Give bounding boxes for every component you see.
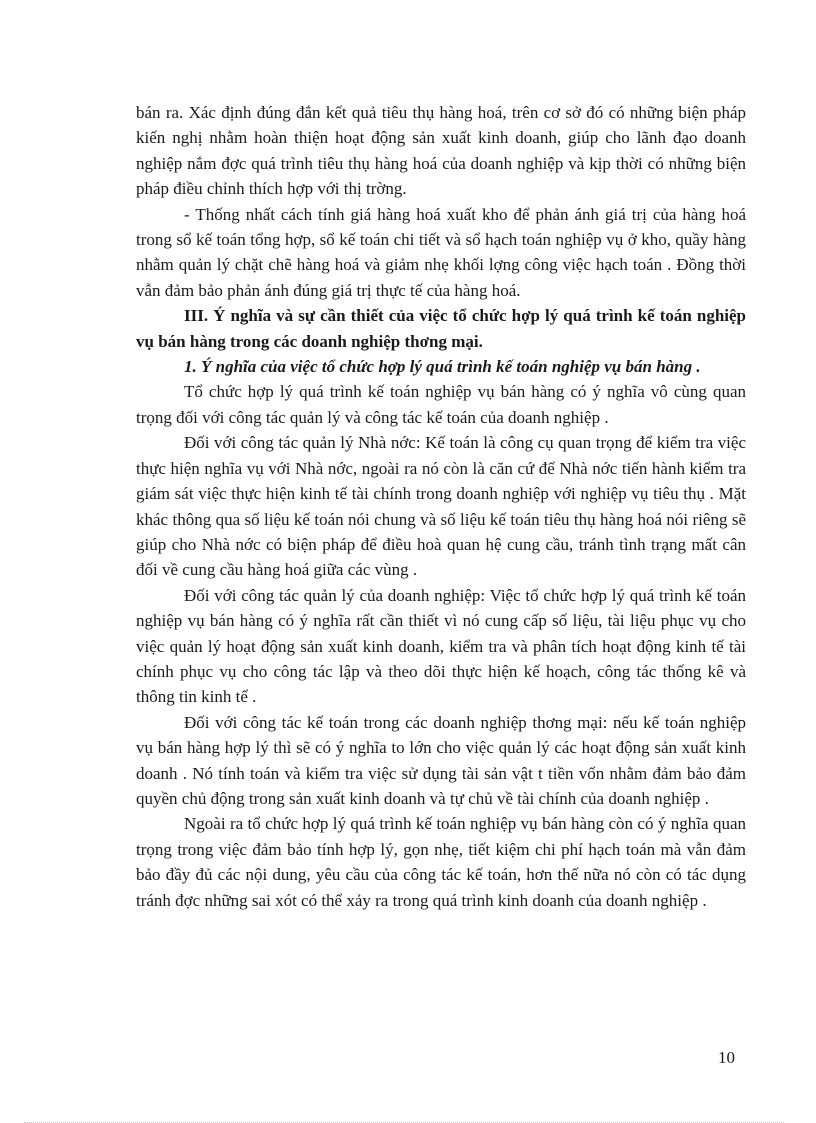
paragraph-additional-benefits: Ngoài ra tổ chức hợp lý quá trình kế toán nghiệp vụ bán hàng còn có ý nghĩa quan trọng trong việc đảm bảo tính hợp lý, gọn nhẹ, tiết kiệm chi phí hạch toán mà vẫn đảm bảo đầy đủ các nội dung, yêu cầu của công tác kế toán, hơn thế nữa nó còn có tác dụng tránh đợc những sai xót có thể xảy ra trong quá trình kinh doanh của doanh nghiệp . — [136, 814, 746, 910]
paragraph-accounting-work: Đối với công tác kế toán trong các doanh nghiệp thơng mại: nếu kế toán nghiệp vụ bán hàng hợp lý thì sẽ có ý nghĩa to lớn cho việc quản lý các hoạt động sản xuất kinh doanh . Nó tính toán và kiểm tra việc sử dụng tài sản vật t tiền vốn nhằm đảm bảo đảm quyền chủ động trong sản xuất kinh doanh và tự chủ về tài chính của doanh nghiệp . — [136, 712, 746, 808]
document-body — [136, 100, 746, 913]
paragraph-price-method: - Thống nhất cách tính giá hàng hoá xuất kho để phản ánh giá trị của hàng hoá trong sổ kế toán tổng hợp, sổ kế toán chi tiết và sổ hạch toán nghiệp vụ ở kho, quầy hàng nhằm quản lý chặt chẽ hàng hoá và giảm nhẹ khối lợng công việc hạch toán . Đồng thời vẫn đảm bảo phản ánh đúng giá trị thực tế của hàng hoá. — [136, 204, 746, 300]
paragraph-continuation: bán ra. Xác định đúng đắn kết quả tiêu thụ hàng hoá, trên cơ sở đó có những biện pháp kiến nghị nhằm hoàn thiện hoạt động sản xuất kinh doanh, giúp cho lãnh đạo doanh nghiệp nắm đợc quá trình tiêu thụ hàng hoá của doanh nghiệp và kịp thời có những biện pháp điều chỉnh thích hợp với thị trờng. — [136, 103, 746, 199]
paragraph-significance: Tổ chức hợp lý quá trình kế toán nghiệp vụ bán hàng có ý nghĩa vô cùng quan trọng đối với công tác quản lý và công tác kế toán của doanh nghiệp . — [136, 382, 746, 427]
page-number: 10 — [718, 1048, 735, 1067]
paragraph-enterprise-management: Đối với công tác quản lý của doanh nghiệp: Việc tổ chức hợp lý quá trình kế toán nghiệp vụ bán hàng có ý nghĩa rất cần thiết vì nó cung cấp số liệu, tài liệu phục vụ cho việc quản lý hoạt động sản xuất kinh doanh, kiểm tra và phân tích hoạt động kinh tế tài chính phục vụ cho công tác lập và theo dõi thực hiện kế hoạch, công tác thống kê và thông tin kinh tế . — [136, 585, 746, 707]
section-heading-iii: III. Ý nghĩa và sự cần thiết của việc tổ chức hợp lý quá trình kế toán nghiệp vụ bán hàng trong các doanh nghiệp thơng mại. — [136, 306, 746, 351]
paragraph-state-management: Đối với công tác quản lý Nhà nớc: Kế toán là công cụ quan trọng để kiểm tra việc thực hiện nghĩa vụ với Nhà nớc, ngoài ra nó còn là căn cứ để Nhà nớc tiến hành kiểm tra giám sát việc thực hiện kinh tế tài chính trong doanh nghiệp với nghiệp vụ tiêu thụ . Mặt khác thông qua số liệu kế toán nói chung và số liệu kế toán tiêu thụ hàng hoá nói riêng sẽ giúp cho Nhà nớc có biện pháp để điều hoà quan hệ cung cầu, tránh tình trạng mất cân đối về cung cầu hàng hoá giữa các vùng . — [136, 433, 746, 580]
subsection-heading-1: 1. Ý nghĩa của việc tổ chức hợp lý quá trình kế toán nghiệp vụ bán hàng . — [184, 357, 701, 377]
